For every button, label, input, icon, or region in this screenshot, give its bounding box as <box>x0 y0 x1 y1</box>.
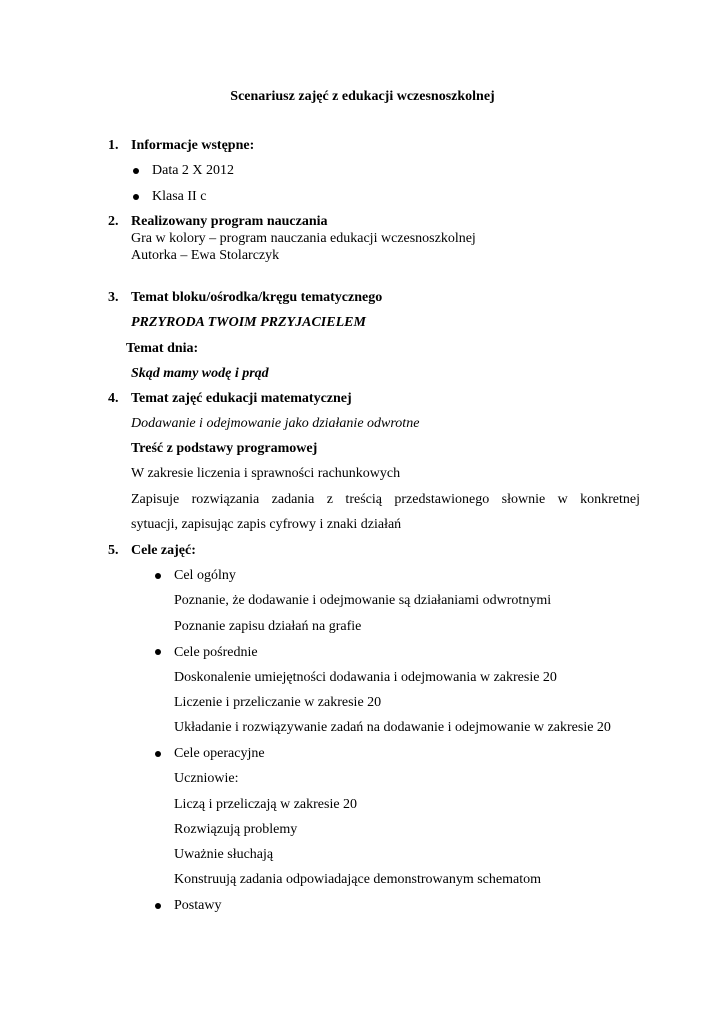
bullet-icon <box>155 751 161 757</box>
day-topic-label: Temat dnia: <box>126 341 199 356</box>
bullet-icon <box>133 194 139 200</box>
section-4-heading: Temat zajęć edukacji matematycznej <box>131 391 352 406</box>
section-4-number: 4. <box>108 391 119 406</box>
section-2-heading: Realizowany program nauczania <box>131 214 328 229</box>
operational-goal-line: Uważnie słuchają <box>174 847 274 862</box>
intermediate-goal-line: Doskonalenie umiejętności dodawania i odejmowania w zakresie 20 <box>174 670 557 685</box>
bullet-icon <box>155 903 161 909</box>
curriculum-paragraph-line-2: sytuacji, zapisując zapis cyfrowy i znaki działań <box>131 517 402 532</box>
section-5-heading: Cele zajęć: <box>131 543 196 558</box>
general-goal-line: Poznanie zapisu działań na grafie <box>174 619 362 634</box>
day-topic: Skąd mamy wodę i prąd <box>131 366 269 381</box>
document-title: Scenariusz zajęć z edukacji wczesnoszkolnej <box>230 89 495 104</box>
bullet-icon <box>155 573 161 579</box>
section-1-number: 1. <box>108 138 119 153</box>
general-goal-label: Cel ogólny <box>174 568 236 583</box>
bullet-icon <box>155 649 161 655</box>
section-2-number: 2. <box>108 214 119 229</box>
intermediate-goals-label: Cele pośrednie <box>174 645 258 660</box>
operational-goal-line: Liczą i przeliczają w zakresie 20 <box>174 797 358 812</box>
operational-goal-line: Rozwiązują problemy <box>174 822 298 837</box>
list-item-class: Klasa II c <box>152 189 207 204</box>
operational-goal-line: Uczniowie: <box>174 771 239 786</box>
section-5-number: 5. <box>108 543 119 558</box>
section-3-heading: Temat bloku/ośrodka/kręgu tematycznego <box>131 290 383 305</box>
author-line: Autorka – Ewa Stolarczyk <box>131 248 280 263</box>
block-topic: PRZYRODA TWOIM PRZYJACIELEM <box>131 315 366 330</box>
curriculum-line: W zakresie liczenia i sprawności rachunkowych <box>131 466 401 481</box>
intermediate-goal-line: Układanie i rozwiązywanie zadań na dodawanie i odejmowanie w zakresie 20 <box>174 720 611 735</box>
intermediate-goal-line: Liczenie i przeliczanie w zakresie 20 <box>174 695 382 710</box>
general-goal-line: Poznanie, że dodawanie i odejmowanie są działaniami odwrotnymi <box>174 593 552 608</box>
section-1-heading: Informacje wstępne: <box>131 138 255 153</box>
program-line: Gra w kolory – program nauczania edukacji wczesnoszkolnej <box>131 231 476 246</box>
curriculum-paragraph-line-1: Zapisuje rozwiązania zadania z treścią przedstawionego słownie w konkretnej <box>131 492 640 507</box>
section-3-number: 3. <box>108 290 119 305</box>
bullet-icon <box>133 168 139 174</box>
operational-goal-line: Konstruują zadania odpowiadające demonstrowanym schematom <box>174 872 541 887</box>
operational-goals-label: Cele operacyjne <box>174 746 265 761</box>
attitudes-label: Postawy <box>174 898 222 913</box>
curriculum-heading: Treść z podstawy programowej <box>131 441 318 456</box>
math-topic: Dodawanie i odejmowanie jako działanie odwrotne <box>131 416 420 431</box>
list-item-date: Data 2 X 2012 <box>152 163 235 178</box>
